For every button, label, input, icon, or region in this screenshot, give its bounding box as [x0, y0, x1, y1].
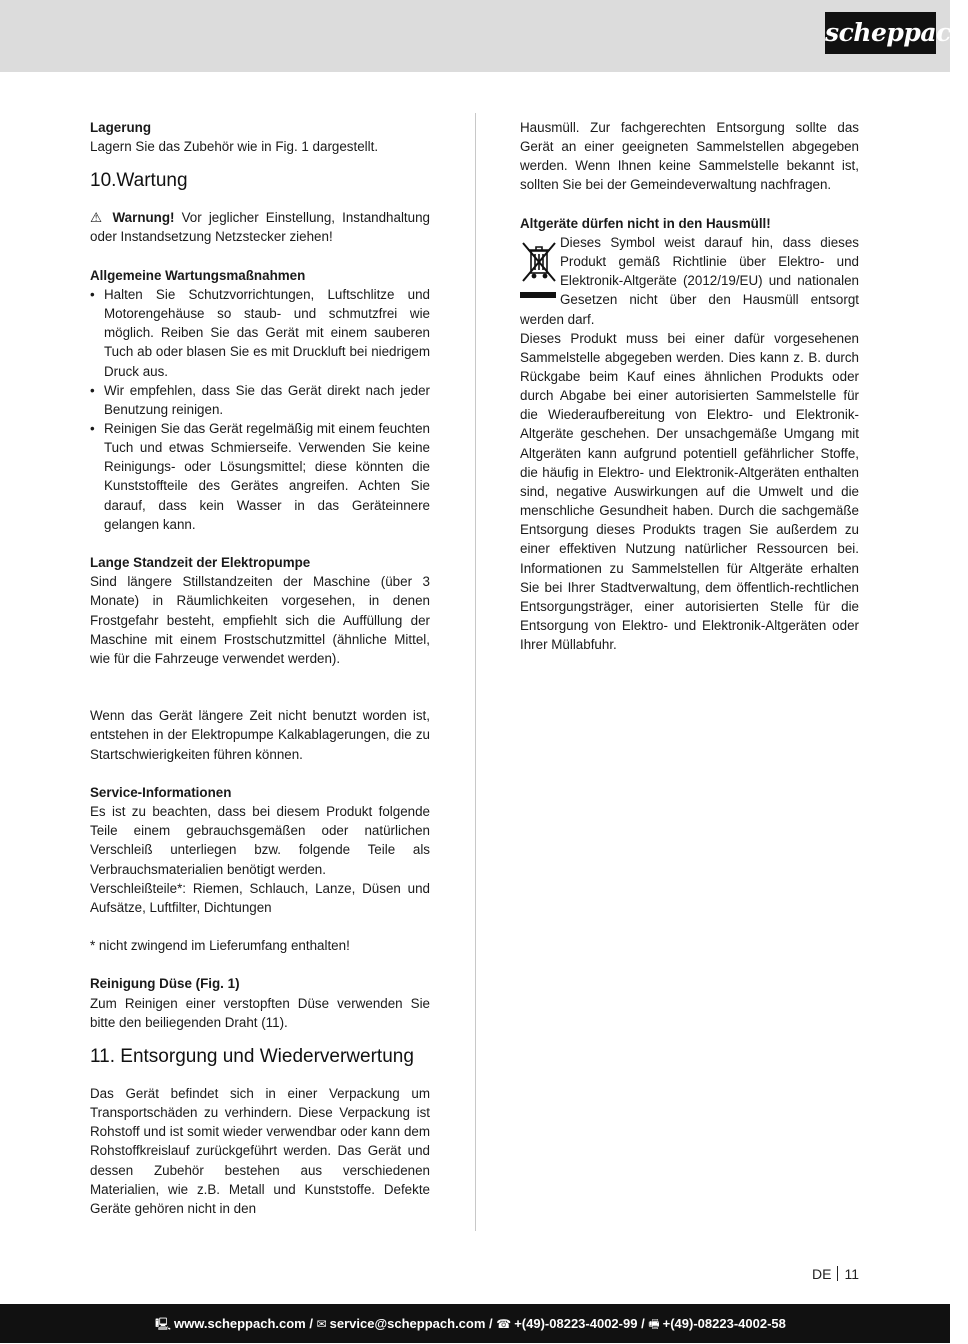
service-text: Es ist zu beachten, dass bei diesem Produkt folgende Teile einem gebrauchsgemäßen oder natürlichen Verschleiß unterliegen bzw. folgende Teile als Verbrauchsmaterialien benötigt werden. [90, 804, 430, 877]
footer-email-link[interactable]: service@scheppach.com [329, 1316, 486, 1331]
mail-icon: ✉ [316, 1317, 327, 1331]
section-10-title: 10.Wartung [90, 170, 188, 192]
maintenance-list [90, 285, 430, 534]
scheppach-logo: scheppach [825, 12, 936, 54]
right-column [520, 118, 859, 654]
footer-separator: / [637, 1316, 649, 1331]
warning-text: Vor jeglicher Einstellung, Instandhaltung oder Instandsetzung Netzstecker ziehen! [90, 210, 430, 245]
weee-block [520, 233, 859, 329]
warning-label: Warnung! [112, 210, 175, 226]
page-header [0, 0, 968, 72]
left-column [90, 118, 430, 1218]
weee-text-2: Dieses Produkt muss bei einer dafür vorgesehenen Sammelstelle abgegeben werden. Dies kann z. B. durch Rückgabe beim Kauf eines ähnlichen Produkts oder durch Abgabe bei einer autorisierten Sammelstelle für die Wiederaufbereitung von Elektro- und Elektronik- Altgeräte geschehen. Der unsachgemäße Umgang mit Altgeräten kann aufgrund potentiell gefährlicher Stoffe, die häufig in Elektro- und Elektronik-Altgeräten enthalten sind, negative Auswirkungen auf die Umwelt und die menschliche Gesundheit haben. Durch die sachgemäße Entsorgung dieses Produkts tragen Sie außerdem zu einer effektiven Nutzung natürlicher Ressourcen bei. Informationen zu Sammelstellen für Altgeräte erhalten Sie bei Ihrer Stadtverwaltung, dem öffentlich-rechtlichen Entsorgungsträger, einer autorisierten Stelle für die Entsorgung von Elektro- und Elektronik-Altgeräten oder Ihrer Müllabfuhr. [520, 330, 859, 653]
lagerung-heading: Lagerung [90, 120, 152, 135]
nozzle-heading: Reinigung Düse (Fig. 1) [90, 976, 240, 992]
weee-text: Dieses Symbol weist darauf hin, dass dieses Produkt gemäß Richtlinie über Elektro- und Elektronik-Altgeräte (2012/19/EU) und nationalen Gesetzen nicht über den Hausmüll entsorgt werden darf. [520, 234, 859, 327]
footer-fax: +(49)-08223-4002-58 [662, 1316, 786, 1331]
crossed-out-bin-icon [520, 237, 558, 301]
service-wear-parts: Verschleißteile*: Riemen, Schlauch, Lanze, Düsen und Aufsätze, Luftfilter, Dichtungen [90, 880, 430, 915]
page-language: DE [812, 1266, 832, 1282]
disposal-text: Das Gerät befindet sich in einer Verpackung um Transportschäden zu verhindern. Diese Verpackung ist Rohstoff und ist somit wieder verwendbar oder kann dem Rohstoffkreislauf zurückgeführt werden. Das Gerät und dessen Zubehör bestehen aus verschiedenen Materialien, wie z.B. Metall und Kunststoffe. Defekte Geräte gehören nicht in den [90, 1085, 430, 1216]
lagerung-text: Lagern Sie das Zubehör wie in Fig. 1 dargestellt. [90, 139, 379, 155]
list-item: • Reinigen Sie das Gerät regelmäßig mit einem feuchten Tuch und etwas Schmierseife. Verwenden Sie keine Reinigungs- oder Lösungsmittel; diese könnten die Kunststoffteile des Gerätes angreifen. Achten Sie darauf, dass kein Wasser in das Geräteinnere gelangen kann. [90, 419, 430, 534]
column-divider [475, 113, 476, 1231]
warning-icon: ⚠ [90, 210, 106, 226]
disposal-continued: Hausmüll. Zur fachgerechten Entsorgung sollte das Gerät an einer geeigneten Sammelstellen abgegeben werden. Wenn Ihnen keine Sammelstelle bekannt ist, sollten Sie bei der Gemeindeverwaltung nachfragen. [520, 120, 859, 193]
nozzle-text: Zum Reinigen einer verstopften Düse verwenden Sie bitte den beiliegenden Draht (11). [90, 995, 430, 1030]
service-footnote: * nicht zwingend im Lieferumfang enthalten! [90, 938, 350, 954]
pump-heading: Lange Standzeit der Elektropumpe [90, 555, 311, 571]
computer-icon: 🖳 [155, 1317, 172, 1331]
list-item: • Wir empfehlen, dass Sie das Gerät direkt nach jeder Benutzung reinigen. [90, 381, 430, 419]
footer-website-link[interactable]: www.scheppach.com [174, 1316, 306, 1331]
maintenance-heading: Allgemeine Wartungsmaßnahmen [90, 267, 306, 283]
page-footer [0, 1304, 950, 1343]
footer-phone: +(49)-08223-4002-99 [514, 1316, 638, 1331]
phone-icon: ☎ [496, 1317, 512, 1331]
pump-text-2: Wenn das Gerät längere Zeit nicht benutzt worden ist, entstehen in der Elektropumpe Kalkablagerungen, die zu Startschwierigkeiten führen können. [90, 708, 430, 762]
weee-heading: Altgeräte dürfen nicht in den Hausmüll! [520, 215, 771, 231]
service-heading: Service-Informationen [90, 784, 232, 800]
warning-paragraph [90, 208, 430, 246]
list-item: • Halten Sie Schutzvorrichtungen, Luftschlitze und Motorengehäuse so staub- und schmutzfrei wie möglich. Reiben Sie das Gerät mit einem sauberen Tuch ab oder blasen Sie es mit Druckluft bei niedrigem Druck aus. [90, 285, 430, 381]
page-number-value: 11 [844, 1266, 859, 1282]
section-11-title: 11. Entsorgung und Wiederverwertung [90, 1045, 414, 1067]
footer-separator: / [305, 1316, 317, 1331]
footer-separator: / [485, 1316, 497, 1331]
fax-icon: 🖷 [648, 1317, 660, 1331]
page-number [812, 1265, 859, 1283]
pump-text: Sind längere Stillstandzeiten der Maschine (über 3 Monate) in Räumlichkeiten vorgesehen, in denen Frostgefahr besteht, empfiehlt sich die Auffüllung der Maschine mit einem Frostschutzmittel (ähnliche Mittel, wie für die Fahrzeuge verwendet werden). [90, 574, 430, 666]
